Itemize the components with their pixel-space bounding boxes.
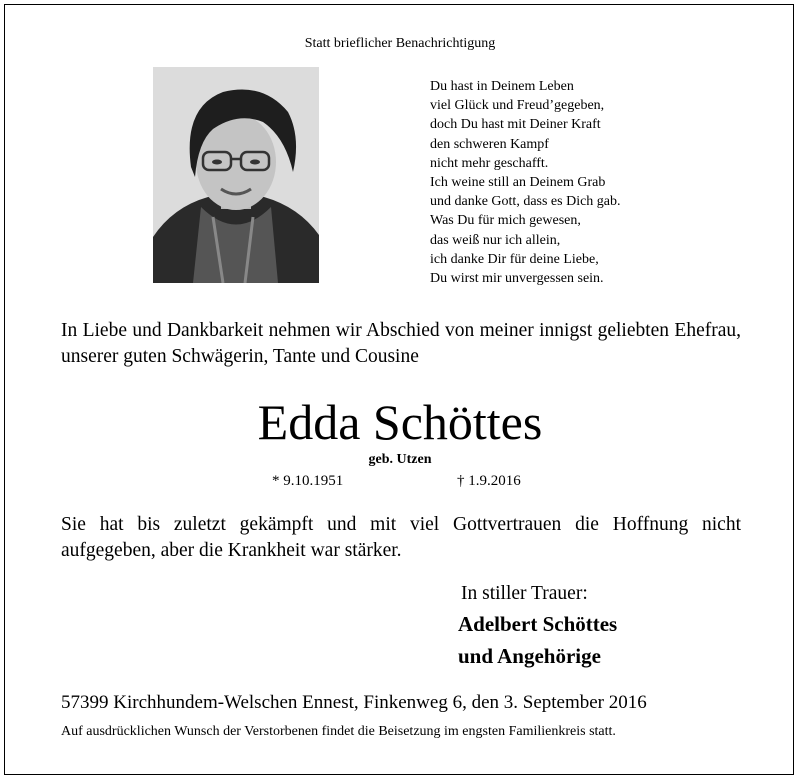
poem-line: Du wirst mir unvergessen sein. <box>430 271 604 287</box>
deceased-name: Edda Schöttes <box>257 394 543 450</box>
signer-name: Adelbert Schöttes <box>458 612 618 636</box>
notice-border <box>4 4 794 775</box>
poem-line: und danke Gott, dass es Dich gab. <box>430 194 621 210</box>
poem <box>430 77 621 288</box>
portrait-photo-icon <box>153 67 319 283</box>
poem-line: viel Glück und Freud’gegeben, <box>430 98 605 114</box>
place-date: 57399 Kirchhundem-Welschen Ennest, Finkenweg 6, den 3. September 2016 <box>61 692 647 713</box>
portrait-photo <box>153 67 319 283</box>
birth-name: geb. Utzen <box>368 452 432 467</box>
poem-line: ich danke Dir für deine Liebe, <box>430 251 599 267</box>
poem-line: den schweren Kampf <box>430 136 549 152</box>
death-date: † 1.9.2016 <box>457 473 521 489</box>
header-text: Statt brieflicher Benachrichtigung <box>304 36 496 51</box>
birth-date: * 9.10.1951 <box>272 473 344 489</box>
poem-line: Was Du für mich gewesen, <box>430 213 581 229</box>
intro-text: In Liebe und Dankbarkeit nehmen wir Abschied von meiner innigst geliebten Ehefrau, unserer guten Schwägerin, Tante und Cousine <box>61 320 741 367</box>
poem-line: nicht mehr geschafft. <box>430 155 549 171</box>
poem-line: das weiß nur ich allein, <box>430 232 561 248</box>
mourning-label: In stiller Trauer: <box>461 583 588 604</box>
funeral-note: Auf ausdrücklichen Wunsch der Verstorbenen findet die Beisetzung im engsten Familienkreis statt. <box>61 724 616 739</box>
poem-line: Du hast in Deinem Leben <box>430 79 574 94</box>
poem-line: Ich weine still an Deinem Grab <box>430 175 606 191</box>
poem-line: doch Du hast mit Deiner Kraft <box>430 117 601 133</box>
paragraph-text: Sie hat bis zuletzt gekämpft und mit viel Gottvertrauen die Hoffnung nicht aufgegeben, aber die Krankheit war stärker. <box>61 514 741 561</box>
signer-relatives: und Angehörige <box>458 644 601 668</box>
